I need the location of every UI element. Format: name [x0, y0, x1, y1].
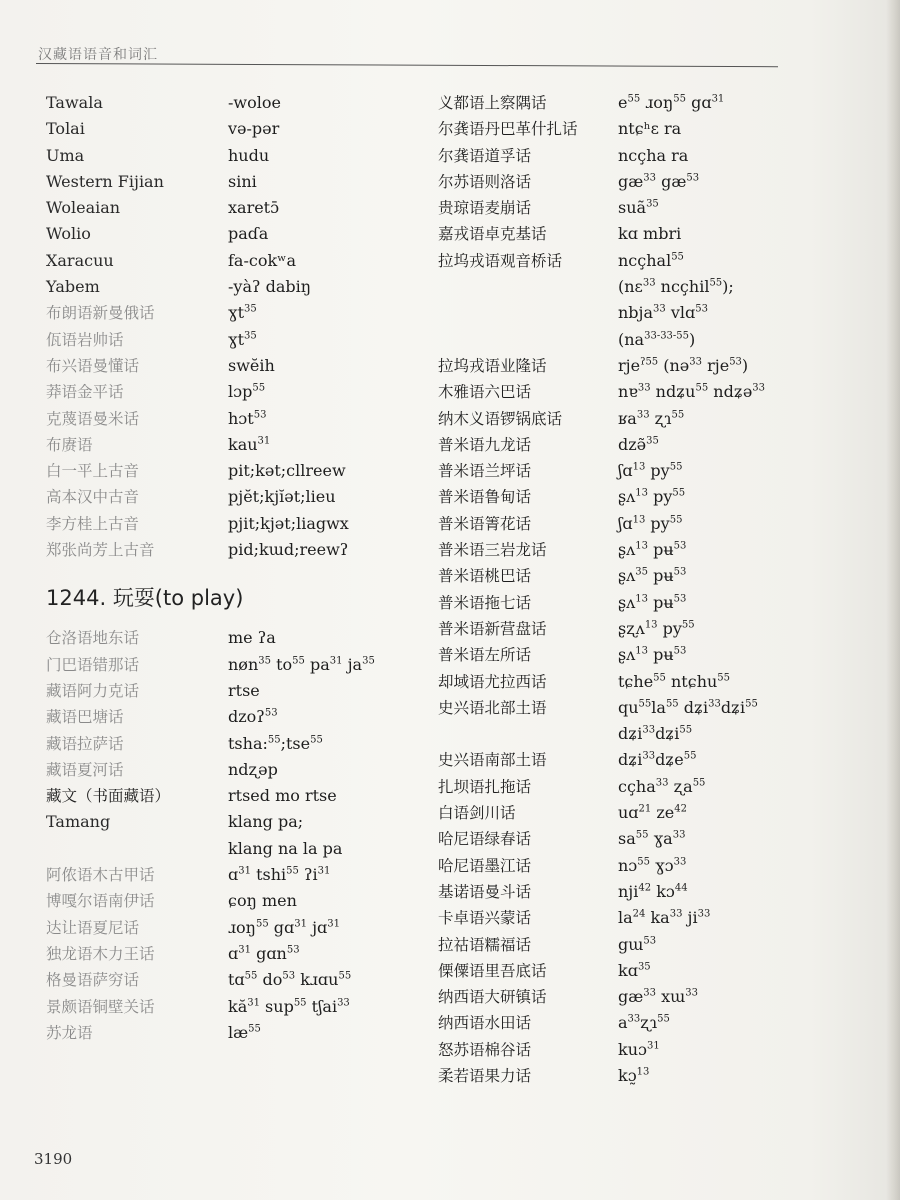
language-name: 傈僳语里吾底话 [438, 961, 547, 980]
entry-row [46, 809, 426, 835]
entry-row [438, 905, 878, 931]
word-form: tsha:$^{55}$;tse$^{55}$ [228, 733, 323, 753]
page-edge-shadow [886, 0, 900, 1200]
entry-row [438, 195, 878, 221]
entry-row [438, 406, 878, 432]
word-form: kɑ mbri [618, 224, 682, 244]
entry-row [46, 458, 426, 484]
language-name: 藏语拉萨话 [46, 734, 124, 753]
entry-row [46, 994, 426, 1020]
right-column [438, 90, 878, 1089]
language-name: 博嘎尔语南伊话 [46, 892, 155, 911]
word-form: klang pa; [228, 812, 304, 832]
language-name: 藏文（书面藏语） [46, 787, 171, 806]
entry-list-top [46, 90, 426, 563]
entry-row [438, 116, 878, 142]
language-name: 普米语三岩龙话 [438, 541, 547, 560]
word-form: nɔ$^{55}$ ɣɔ$^{33}$ [618, 855, 687, 875]
entry-row [438, 669, 878, 695]
word-form: me ʔa [228, 628, 276, 648]
language-name: 拉坞戎语业隆话 [438, 356, 547, 375]
entry-row [438, 379, 878, 405]
entry-row [438, 353, 878, 379]
language-name: 莽语金平话 [46, 383, 124, 402]
entry-row [46, 143, 426, 169]
entry-row [438, 932, 878, 958]
language-name: 基诺语曼斗话 [438, 882, 532, 901]
language-name: Western Fijian [46, 171, 164, 191]
entry-row [438, 143, 878, 169]
language-name: 景颇语铜壁关话 [46, 997, 155, 1016]
word-form: sini [228, 171, 257, 191]
language-name: 哈尼语墨江话 [438, 856, 532, 875]
word-form: $(na^{33-33-55})$ [618, 329, 696, 349]
word-form: pjit;kjət;liagwx [228, 513, 349, 533]
word-form: nbja$^{33}$ vlɑ$^{53}$ [618, 303, 708, 323]
word-form: $sa^{55}$ ɣa$^{33}$ [618, 829, 686, 849]
word-form: ʂʌ$^{13}$ pʉ$^{53}$ [618, 540, 687, 560]
word-form: ʂʌ$^{13}$ pʉ$^{53}$ [618, 645, 687, 665]
entry-row [46, 274, 426, 300]
entry-row [46, 379, 426, 405]
word-form: $a^{33}ʐɿ^{55}$ [618, 1013, 670, 1033]
word-form: -yàʔ dabiŋ [228, 277, 312, 297]
entry-row [46, 704, 426, 730]
language-name: 克蔑语曼米话 [46, 409, 140, 428]
word-form: $læ^{55}$ [228, 1022, 261, 1042]
entry-row [438, 1037, 878, 1063]
language-name: 仓洛语地东话 [46, 629, 140, 648]
word-form: ɹoŋ$^{55}$ gɑ$^{31}$ jɑ$^{31}$ [228, 917, 341, 937]
entry-row [46, 248, 426, 274]
language-name: 尔龚语道孚话 [438, 146, 532, 165]
entry-row [46, 406, 426, 432]
entry-row [46, 484, 426, 510]
word-form: kɑ$^{35}$ [618, 960, 651, 980]
entry-row [46, 678, 426, 704]
word-form: klang na la pa [228, 838, 343, 858]
word-form: -woloe [228, 93, 281, 112]
entry-row [438, 642, 878, 668]
language-name: 白语剑川话 [438, 804, 516, 823]
entry-row [46, 652, 426, 678]
entry-row [46, 888, 426, 914]
word-form: (nɛ$^{33}$ ncçhil$^{55}$); [618, 277, 734, 297]
language-name: 卡卓语兴蒙话 [438, 909, 532, 928]
word-form: ncçhal$^{55}$ [618, 250, 684, 270]
language-name: 苏龙语 [46, 1023, 93, 1042]
language-name: 扎坝语扎拖话 [438, 777, 532, 796]
word-form: gɯ$^{53}$ [618, 934, 657, 954]
entry-row [46, 432, 426, 458]
left-column [46, 90, 426, 1046]
entry-row [438, 800, 878, 826]
entry-row [46, 625, 426, 651]
entry-row [46, 116, 426, 142]
entry-row [438, 1063, 878, 1089]
word-form: ɣt$^{35}$ [228, 329, 257, 349]
word-form: ʃɑ$^{13}$ $py^{55}$ [618, 513, 683, 533]
language-name: 门巴语错那话 [46, 655, 140, 674]
entry-row [438, 300, 878, 326]
entry-row [438, 695, 878, 721]
word-form: $gæ^{33}$ $gæ^{53}$ [618, 171, 700, 191]
word-form: ɕoŋ men [228, 891, 297, 911]
language-name: 史兴语北部土语 [438, 698, 547, 717]
word-form: $kă^{31}$ sup$^{55}$ tʃai$^{33}$ [228, 996, 350, 1016]
entry-row [438, 511, 878, 537]
language-name: 郑张尚芳上古音 [46, 541, 155, 560]
word-form: tɑ$^{55}$ $do^{53}$ kɹɑu$^{55}$ [228, 970, 352, 990]
word-form: paɗa [228, 224, 269, 244]
running-header: 汉藏语语音和词汇 [38, 47, 158, 63]
word-form: ʂʌ$^{35}$ pʉ$^{53}$ [618, 566, 687, 586]
entry-row [46, 783, 426, 809]
language-name: 布兴语曼懂话 [46, 356, 140, 375]
word-form: uɑ$^{21}$ $ze^{42}$ [618, 803, 687, 823]
entry-row [438, 221, 878, 247]
entry-row [46, 327, 426, 353]
word-form: xaretɔ̄ [228, 198, 280, 218]
word-form: ɑ$^{31}$ gɑn$^{53}$ [228, 943, 300, 963]
word-form: ʂʐʌ$^{13}$ $py^{55}$ [618, 618, 695, 638]
language-name: 藏语夏河话 [46, 760, 124, 779]
entry-row [438, 747, 878, 773]
language-name: 佤语岩帅话 [46, 330, 124, 349]
entry-row [46, 90, 426, 116]
entry-row [438, 774, 878, 800]
word-form: pid;kɯd;reewʔ [228, 540, 349, 560]
word-form: kuɔ$^{31}$ [618, 1039, 660, 1059]
entry-row [46, 862, 426, 888]
language-name: 纳木义语锣锅底话 [438, 409, 563, 428]
language-name: 普米语拖七话 [438, 593, 532, 612]
entry-row [438, 274, 878, 300]
language-name: 拉坞戎语观音桥话 [438, 251, 563, 270]
entry-row [438, 1010, 878, 1036]
entry-row [46, 941, 426, 967]
entry-list-bottom [46, 625, 426, 1046]
word-form: tɕhe$^{55}$ ntɕhu$^{55}$ [618, 671, 731, 691]
entry-row [438, 721, 878, 747]
word-form: rtse [228, 680, 260, 700]
section-title: 玩耍(to play) [112, 586, 244, 611]
language-name: Wolio [46, 224, 91, 244]
word-form: ʁa$^{33}$ ʐɿ$^{55}$ [618, 408, 685, 428]
language-name: 独龙语木力王话 [46, 944, 155, 963]
word-form: ɣt$^{35}$ [228, 303, 257, 323]
language-name: 白一平上古音 [46, 462, 140, 481]
entry-row [438, 853, 878, 879]
entry-row [46, 731, 426, 757]
header-rule [36, 63, 778, 67]
entry-row [46, 836, 426, 862]
language-name: 木雅语六巴话 [438, 383, 532, 402]
entry-row [438, 537, 878, 563]
word-form: dzə̃$^{35}$ [618, 434, 659, 454]
entry-row [438, 958, 878, 984]
language-name: 藏语巴塘话 [46, 708, 124, 727]
word-form: ntɕʰɛ ra [618, 119, 682, 139]
word-form: cçha$^{33}$ ʐa$^{55}$ [618, 776, 706, 796]
entry-row [438, 248, 878, 274]
word-form: ɑ$^{31}$ tshi$^{55}$ ʔi$^{31}$ [228, 865, 331, 885]
word-form: nɐ$^{33}$ ndʑu$^{55}$ ndʑə$^{33}$ [618, 382, 766, 402]
word-form: və-pər [228, 119, 280, 139]
entry-row [438, 879, 878, 905]
language-name: Xaracuu [46, 250, 114, 270]
language-name: Yabem [46, 277, 100, 297]
word-form: dʑi$^{33}$dʑi$^{55}$ [618, 724, 693, 744]
entry-row [438, 590, 878, 616]
language-name: Tamang [46, 812, 111, 832]
word-form: kɔ̰$^{13}$ [618, 1065, 650, 1085]
word-form: ncçha ra [618, 145, 689, 165]
language-name: 达让语夏尼话 [46, 918, 140, 937]
language-name: 阿侬语木古甲话 [46, 866, 155, 885]
entry-row [438, 616, 878, 642]
word-form: pjĕt;kjĭət;lieu [228, 487, 336, 507]
language-name: Tolai [46, 119, 85, 139]
word-form: pit;kət;cllreew [228, 461, 346, 481]
entry-row [46, 1020, 426, 1046]
entry-row [438, 984, 878, 1010]
language-name: 却域语尤拉西话 [438, 672, 547, 691]
language-name: 怒苏语棉谷话 [438, 1040, 532, 1059]
entry-row [438, 484, 878, 510]
word-form: nøn$^{35}$ $to^{55}$ $pa^{31}$ $ja^{35}$ [228, 654, 375, 674]
word-form: ʂʌ$^{13}$ $py^{55}$ [618, 487, 686, 507]
word-form: suã$^{35}$ [618, 198, 659, 218]
section-heading [46, 571, 426, 625]
language-name: 贵琼语麦崩话 [438, 199, 532, 218]
language-name: 藏语阿力克话 [46, 681, 140, 700]
word-form: dzoʔ$^{53}$ [228, 707, 278, 727]
language-name: 义都语上察隅话 [438, 94, 547, 112]
language-name: 格曼语萨穷话 [46, 971, 140, 990]
word-form: fa-cokʷa [228, 250, 297, 270]
entry-row [46, 537, 426, 563]
language-name: 布朗语新曼俄话 [46, 304, 155, 323]
word-form: ndʐəp [228, 759, 278, 779]
entry-row [46, 915, 426, 941]
entry-row [438, 169, 878, 195]
word-form: dʑi$^{33}$dʑe$^{55}$ [618, 750, 697, 770]
section-number: 1244. [46, 586, 107, 611]
language-name: 柔若语果力话 [438, 1066, 532, 1085]
language-name: 布赓语 [46, 435, 93, 454]
language-name: 拉祜语糯福话 [438, 935, 532, 954]
language-name: 普米语箐花话 [438, 514, 532, 533]
word-form: swĕih [228, 355, 275, 375]
word-form: $e^{55}$ ɹoŋ$^{55}$ gɑ$^{31}$ [618, 93, 725, 112]
word-form: kau$^{31}$ [228, 434, 271, 454]
word-form: hɔt$^{53}$ [228, 408, 267, 428]
entry-row [46, 195, 426, 221]
word-form: hudu [228, 145, 270, 165]
language-name: 普米语左所话 [438, 646, 532, 665]
entry-row [46, 169, 426, 195]
language-name: Tawala [46, 93, 103, 112]
language-name: 普米语新营盘话 [438, 619, 547, 638]
entry-row [438, 458, 878, 484]
language-name: 纳西语大研镇话 [438, 988, 547, 1007]
word-form: ʃɑ$^{13}$ $py^{55}$ [618, 461, 683, 481]
entry-row [46, 353, 426, 379]
entry-row [438, 432, 878, 458]
entry-list-right [438, 90, 878, 1089]
language-name: 纳西语水田话 [438, 1014, 532, 1033]
language-name: 尔龚语丹巴革什扎话 [438, 120, 578, 139]
word-form: ʂʌ$^{13}$ pʉ$^{53}$ [618, 592, 687, 612]
entry-row [46, 967, 426, 993]
word-form: nji$^{42}$ kɔ$^{44}$ [618, 881, 688, 901]
word-form: $qu^{55}la^{55}$ dʑi$^{33}$dʑi$^{55}$ [618, 697, 758, 717]
entry-row [438, 327, 878, 353]
language-name: 嘉戎语卓克基话 [438, 225, 547, 244]
language-name: 高本汉中古音 [46, 488, 140, 507]
entry-row [46, 511, 426, 537]
language-name: 尔苏语则洛话 [438, 172, 532, 191]
language-name: 普米语鲁甸话 [438, 488, 532, 507]
word-form: lɔp$^{55}$ [228, 382, 266, 402]
language-name: Woleaian [46, 198, 121, 218]
language-name: 李方桂上古音 [46, 514, 140, 533]
word-form: rje$^{ʔ55}$ (nə$^{33}$ rje$^{53}$) [618, 355, 749, 375]
entry-row [438, 90, 878, 116]
language-name: 普米语桃巴话 [438, 567, 532, 586]
entry-row [46, 757, 426, 783]
language-name: 史兴语南部土语 [438, 751, 547, 770]
language-name: 普米语兰坪话 [438, 462, 532, 481]
entry-row [46, 300, 426, 326]
entry-row [438, 826, 878, 852]
entry-row [46, 221, 426, 247]
page-number: 3190 [34, 1150, 73, 1168]
word-form: $gæ^{33}$ xɯ$^{33}$ [618, 987, 699, 1007]
entry-row [438, 563, 878, 589]
word-form: rtsed mo rtse [228, 786, 337, 806]
language-name: 哈尼语绿春话 [438, 830, 532, 849]
language-name: 普米语九龙话 [438, 435, 532, 454]
language-name: Uma [46, 145, 85, 165]
word-form: $la^{24}$ $ka^{33}$ $ji^{33}$ [618, 908, 711, 928]
